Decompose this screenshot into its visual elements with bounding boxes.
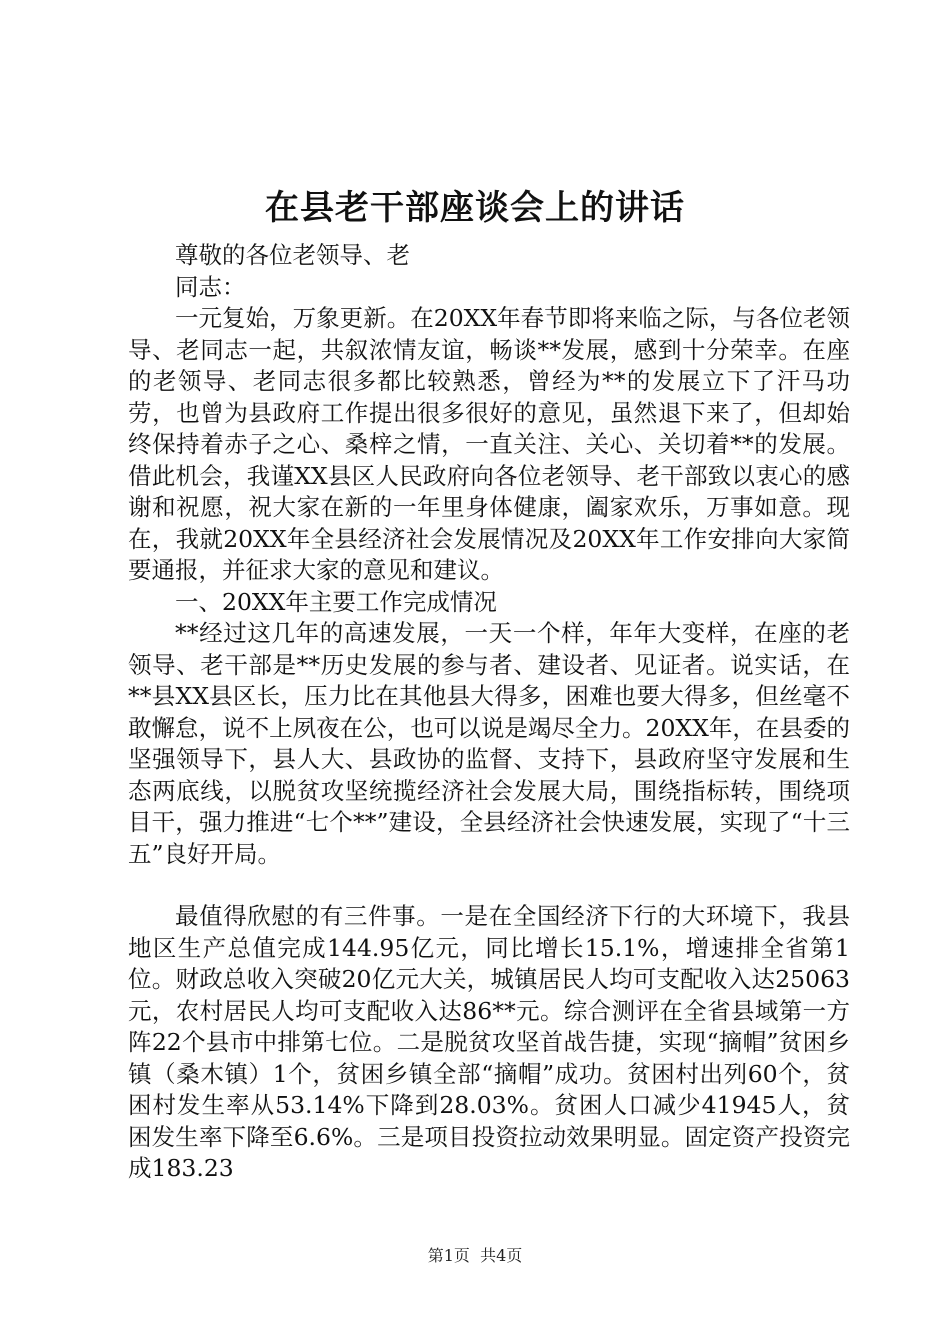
page-footer xyxy=(0,1244,950,1268)
page-number-label: 第1页 共4页 xyxy=(427,1246,523,1265)
salutation-line-2: 同志： xyxy=(175,272,246,301)
section-heading-1: 一、20XX年主要工作完成情况 xyxy=(175,587,497,616)
paragraph-3: 最值得欣慰的有三件事。一是在全国经济下行的大环境下，我县地区生产总值完成144.95亿元，同比增长15.1%，增速排全省第1位。财政总收入突破20亿元大关，城镇居民人均可支配收入达25063元，农村居民人均可支配收入达86**元。综合测评在全省县域第一方阵22个县市中排第七位。二是脱贫攻坚首战告捷，实现“摘帽”贫困乡镇（桑木镇）1个，贫困乡镇全部“摘帽”成功。贫困村出列60个，贫困村发生率从53.14%下降到28.03%。贫困人口减少41945人，贫困发生率下降至6.6%。三是项目投资拉动效果明显。固定资产投资完成183.23 xyxy=(128,902,850,1182)
paragraph-1: 一元复始，万象更新。在20XX年春节即将来临之际，与各位老领导、老同志一起，共叙浓情友谊，畅谈**发展，感到十分荣幸。在座的老领导、老同志很多都比较熟悉，曾经为**的发展立下了汗马功劳，也曾为县政府工作提出很多很好的意见，虽然退下来了，但却始终保持着赤子之心、桑梓之情，一直关注、关心、关切着**的发展。借此机会，我谨XX县区人民政府向各位老领导、老干部致以衷心的感谢和祝愿，祝大家在新的一年里身体健康，阖家欢乐，万事如意。现在，我就20XX年全县经济社会发展情况及20XX年工作安排向大家简要通报，并征求大家的意见和建议。 xyxy=(128,304,850,584)
paragraph-2: **经过这几年的高速发展，一天一个样，年年大变样，在座的老领导、老干部是**历史发展的参与者、建设者、见证者。说实话，在**县XX县区长，压力比在其他县大得多，困难也要大得多，但丝毫不敢懈怠，说不上夙夜在公，也可以说是竭尽全力。20XX年，在县委的坚强领导下，县人大、县政协的监督、支持下，县政府坚守发展和生态两底线，以脱贫攻坚统揽经济社会发展大局，围绕指标转，围绕项目干，强力推进“七个**”建设，全县经济社会快速发展，实现了“十三五”良好开局。 xyxy=(128,619,850,868)
salutation-line-1: 尊敬的各位老领导、老 xyxy=(175,241,410,269)
document-body xyxy=(128,240,850,1185)
document-title: 在县老干部座谈会上的讲话 xyxy=(265,188,685,228)
